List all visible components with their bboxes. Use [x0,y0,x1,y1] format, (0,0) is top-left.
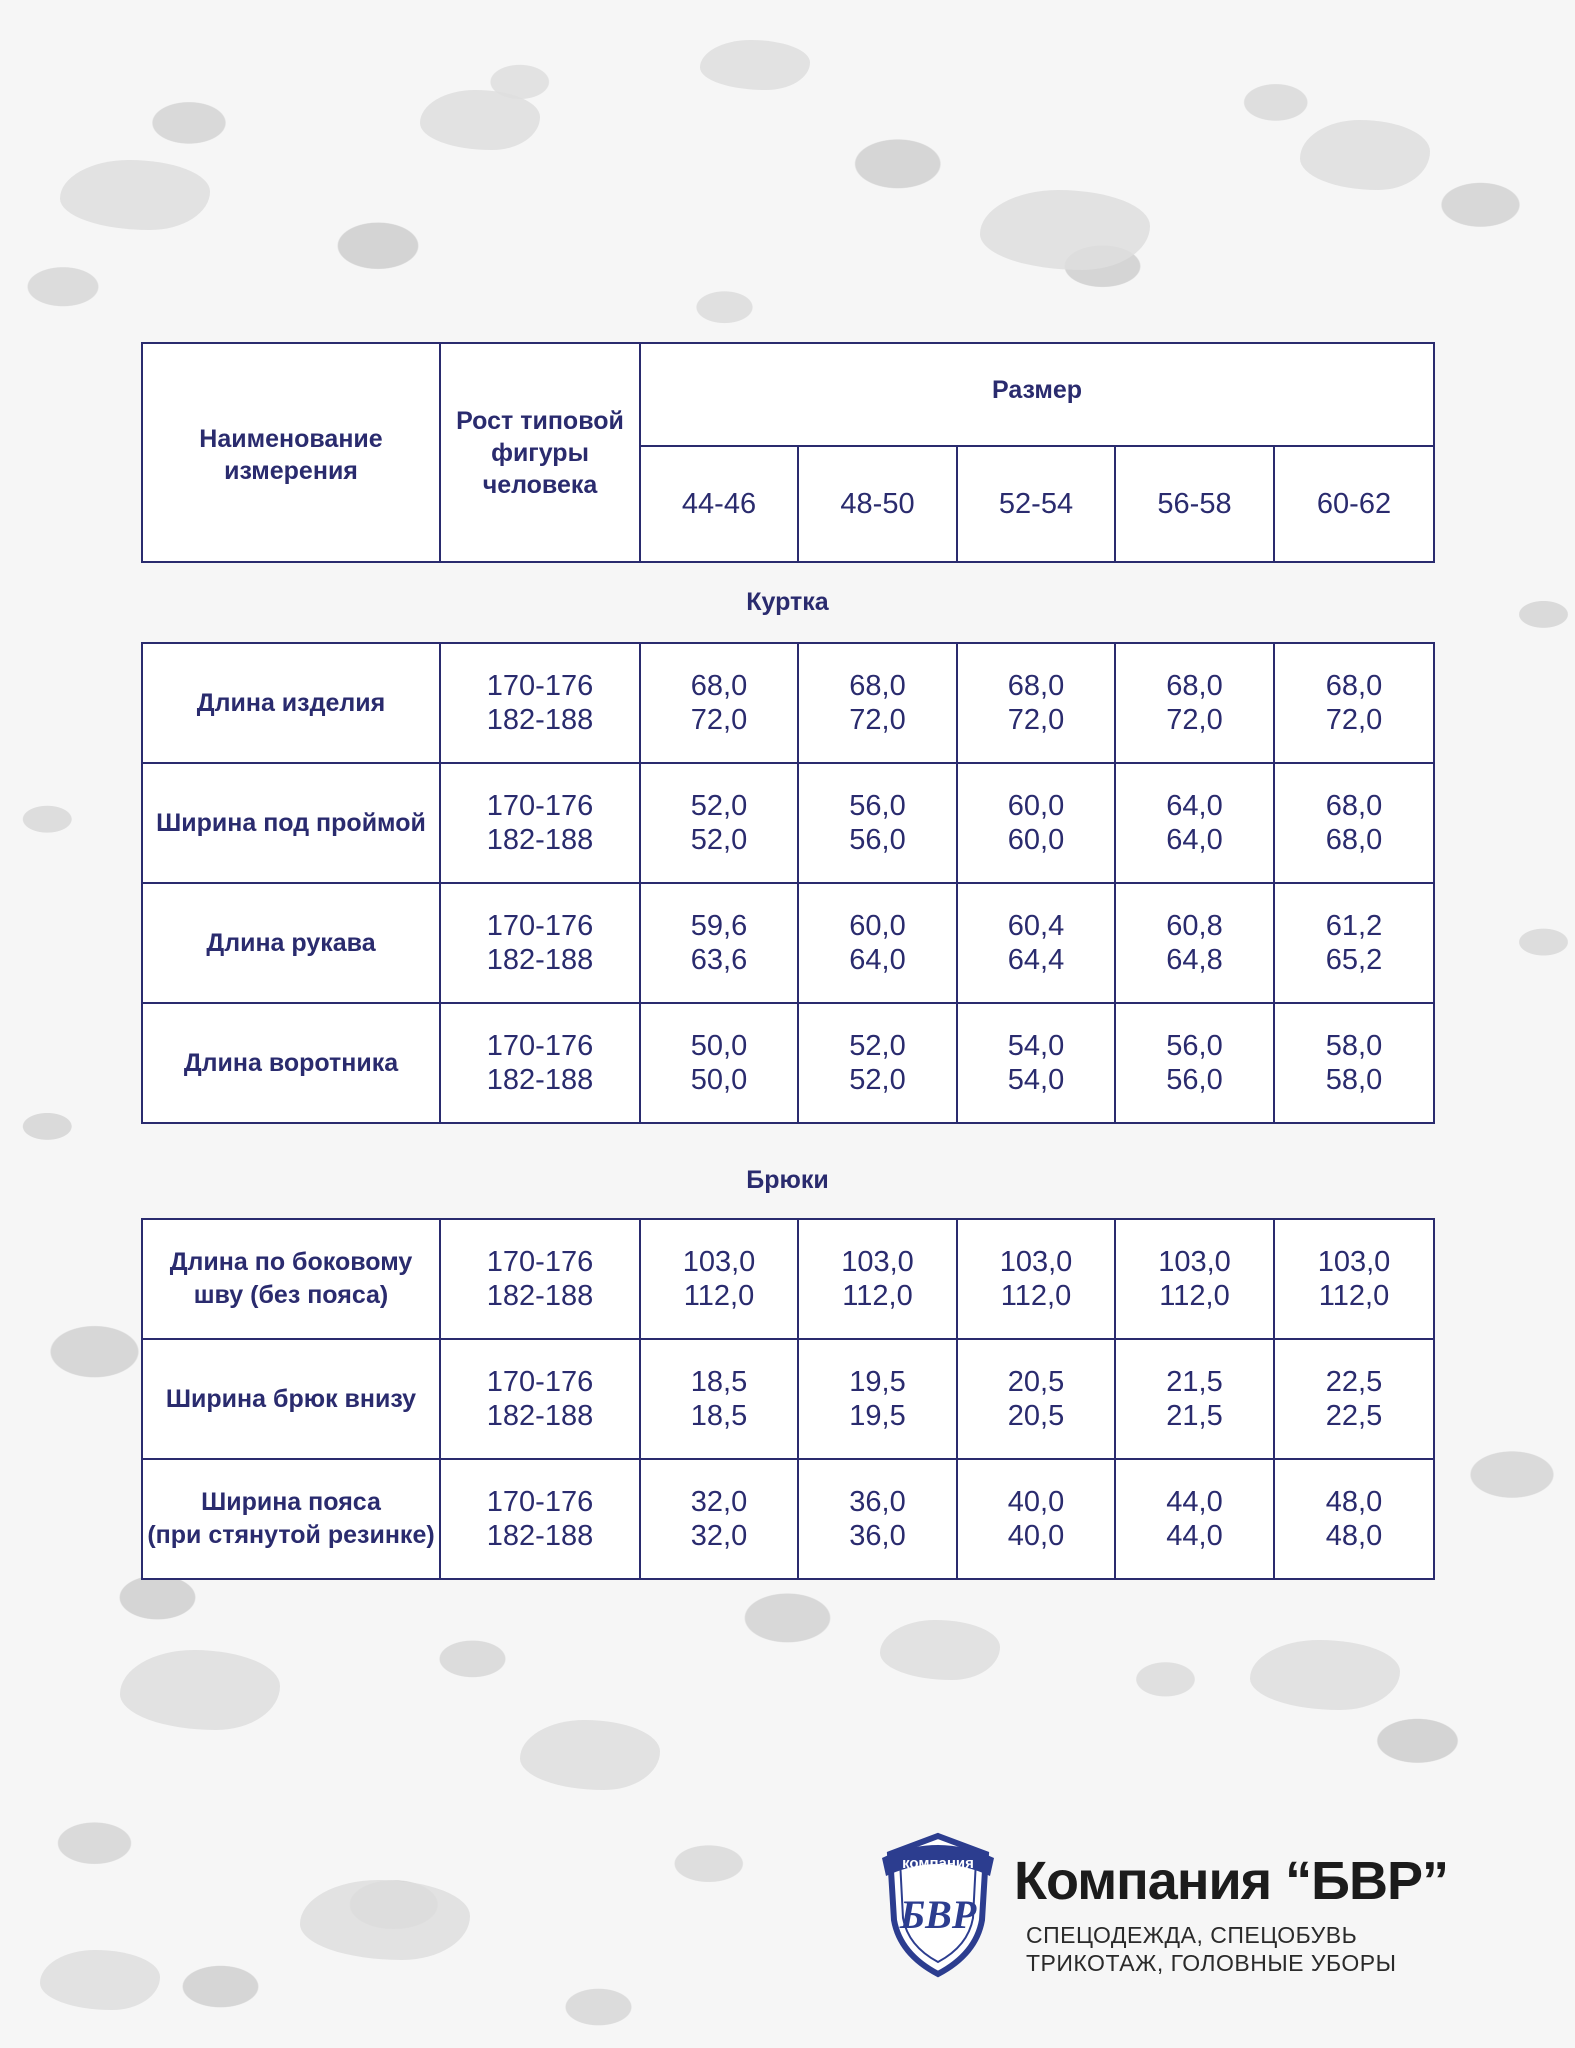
camo-pattern [1250,1640,1400,1710]
table-row [142,1459,1434,1579]
section-title-jacket: Куртка [746,588,829,616]
camo-pattern [1300,120,1430,190]
height-range: 170-176 182-188 [440,1459,640,1579]
company-tagline-1: СПЕЦОДЕЖДА, СПЕЦОБУВЬ [1026,1922,1358,1948]
measurement-value: 18,5 18,5 [640,1339,798,1459]
section-title-trousers: Брюки [746,1166,829,1194]
camo-pattern [60,160,210,230]
measurement-value: 103,0 112,0 [798,1219,957,1339]
measurement-value: 48,0 48,0 [1274,1459,1434,1579]
height-range: 170-176 182-188 [440,1003,640,1123]
measurement-value: 19,5 19,5 [798,1339,957,1459]
measurement-value: 61,2 65,2 [1274,883,1434,1003]
size-table-header [141,342,1435,563]
measurement-value: 103,0 112,0 [1115,1219,1274,1339]
size-header: 44-46 [640,446,798,562]
measurement-value: 20,5 20,5 [957,1339,1115,1459]
measurement-value: 54,0 54,0 [957,1003,1115,1123]
measurement-value: 68,0 72,0 [1274,643,1434,763]
camo-pattern [300,1880,470,1960]
measurement-value: 103,0 112,0 [640,1219,798,1339]
camo-pattern [520,1720,660,1790]
camo-pattern [40,1950,160,2010]
table-row [142,1219,1434,1339]
measurement-value: 50,0 50,0 [640,1003,798,1123]
emblem-caption: компания [902,1855,974,1872]
measurement-name: Ширина брюк внизу [142,1339,440,1459]
size-table-jacket [141,642,1435,1124]
measurement-value: 64,0 64,0 [1115,763,1274,883]
height-range: 170-176 182-188 [440,643,640,763]
size-table-trousers [141,1218,1435,1580]
measurement-value: 103,0 112,0 [1274,1219,1434,1339]
measurement-value: 58,0 58,0 [1274,1003,1434,1123]
size-header: 48-50 [798,446,957,562]
height-range: 170-176 182-188 [440,1339,640,1459]
measurement-value: 68,0 72,0 [798,643,957,763]
measurement-value: 52,0 52,0 [798,1003,957,1123]
camo-pattern [980,190,1150,270]
measurement-value: 103,0 112,0 [957,1219,1115,1339]
measurement-name: Длина воротника [142,1003,440,1123]
measurement-value: 32,0 32,0 [640,1459,798,1579]
camo-pattern [120,1650,280,1730]
size-header: 52-54 [957,446,1115,562]
column-header-height-label: Рост типовой фигуры человека [456,406,624,499]
table-row [142,883,1434,1003]
measurement-value: 22,5 22,5 [1274,1339,1434,1459]
company-name: Компания “БВР” [1014,1851,1448,1911]
measurement-value: 36,0 36,0 [798,1459,957,1579]
measurement-value: 59,6 63,6 [640,883,798,1003]
size-header: 60-62 [1274,446,1434,562]
measurement-value: 56,0 56,0 [1115,1003,1274,1123]
height-range: 170-176 182-188 [440,883,640,1003]
measurement-value: 68,0 72,0 [1115,643,1274,763]
measurement-value: 60,4 64,4 [957,883,1115,1003]
measurement-name: Длина изделия [142,643,440,763]
measurement-value: 56,0 56,0 [798,763,957,883]
measurement-name: Ширина под проймой [142,763,440,883]
table-row [142,1339,1434,1459]
table-row [142,1003,1434,1123]
emblem-letters: БВР [899,1892,977,1937]
measurement-value: 21,5 21,5 [1115,1339,1274,1459]
size-header: 56-58 [1115,446,1274,562]
measurement-value: 60,0 64,0 [798,883,957,1003]
height-range: 170-176 182-188 [440,1219,640,1339]
measurement-value: 52,0 52,0 [640,763,798,883]
company-logo [878,1828,1448,1978]
measurement-value: 60,8 64,8 [1115,883,1274,1003]
column-header-measurement-label: Наименование измерения [199,424,383,485]
company-tagline-2: ТРИКОТАЖ, ГОЛОВНЫЕ УБОРЫ [1026,1950,1397,1976]
shield-emblem-icon [878,1828,998,1978]
camo-pattern [420,90,540,150]
measurement-value: 68,0 72,0 [957,643,1115,763]
measurement-value: 68,0 68,0 [1274,763,1434,883]
column-header-size: Размер [640,343,1434,446]
measurement-name: Ширина пояса (при стянутой резинке) [142,1459,440,1579]
camo-pattern [700,40,810,90]
table-row [142,763,1434,883]
column-header-height [440,343,640,562]
measurement-value: 68,0 72,0 [640,643,798,763]
table-row [142,643,1434,763]
column-header-measurement [142,343,440,562]
measurement-value: 40,0 40,0 [957,1459,1115,1579]
measurement-name: Длина рукава [142,883,440,1003]
measurement-name: Длина по боковому шву (без пояса) [142,1219,440,1339]
camo-pattern [880,1620,1000,1680]
measurement-value: 44,0 44,0 [1115,1459,1274,1579]
height-range: 170-176 182-188 [440,763,640,883]
measurement-value: 60,0 60,0 [957,763,1115,883]
